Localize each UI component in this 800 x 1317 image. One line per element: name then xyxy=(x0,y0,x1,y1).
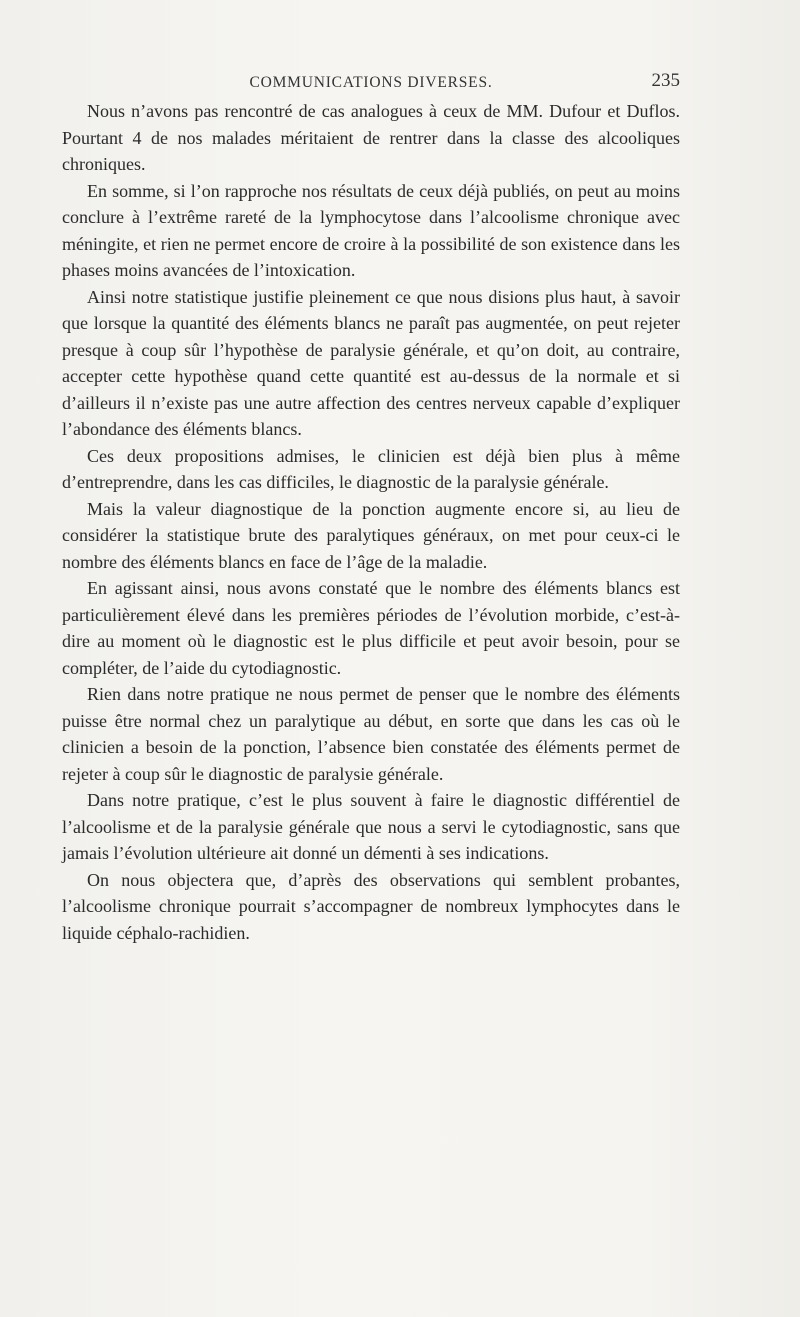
paragraph: Ainsi notre statistique justifie pleinement ce que nous disions plus haut, à savoir que lorsque la quantité des éléments blancs ne paraît pas augmentée, on peut rejeter presque à coup sûr l’hypothèse de paralysie générale, et qu’on doit, au contraire, accepter cette hypothèse quand cette quantité est au-dessus de la normale et si d’ailleurs il n’existe pas une autre affection des centres nerveux capable d’expliquer l’abondance des éléments blancs. xyxy=(62,286,680,439)
paragraph: On nous objectera que, d’après des observations qui semblent probantes, l’alcoolisme chronique pourrait s’accompagner de nombreux lymphocytes dans le liquide céphalo-rachidien. xyxy=(62,869,680,943)
paragraph: Rien dans notre pratique ne nous permet de penser que le nombre des éléments puisse être normal chez un paralytique au début, en sorte que dans les cas où le clinicien a besoin de la ponction, l’absence bien constatée des éléments permet de rejeter à coup sûr le diagnostic de paralysie générale. xyxy=(62,684,680,784)
paragraph: En somme, si l’on rapproche nos résultats de ceux déjà publiés, on peut au moins conclure à l’extrême rareté de la lymphocytose dans l’alcoolisme chronique avec méningite, et rien ne permet encore de croire à la possibilité de son existence dans les phases moins avancées de l’intoxication. xyxy=(62,180,680,280)
page-header xyxy=(62,70,680,98)
paragraph: En agissant ainsi, nous avons constaté que le nombre des éléments blancs est particulièrement élevé dans les premières périodes de l’évolution morbide, c’est-à-dire au moment où le diagnostic est le plus difficile et peut avoir besoin, pour se compléter, de l’aide du cytodiagnostic. xyxy=(62,578,680,678)
body-text xyxy=(62,98,680,946)
running-head: COMMUNICATIONS DIVERSES. xyxy=(249,74,493,91)
paragraph: Mais la valeur diagnostique de la ponction augmente encore si, au lieu de considérer la statistique brute des paralytiques généraux, on met pour ceux-ci le nombre des éléments blancs en face de l’âge de la maladie. xyxy=(62,498,680,572)
page-number: 235 xyxy=(651,70,680,91)
paragraph: Nous n’avons pas rencontré de cas analogues à ceux de MM. Dufour et Duflos. Pourtant 4 de nos malades méritaient de rentrer dans la classe des alcooliques chroniques. xyxy=(62,101,680,174)
paragraph: Dans notre pratique, c’est le plus souvent à faire le diagnostic différentiel de l’alcoolisme et de la paralysie générale que nous a servi le cytodiagnostic, sans que jamais l’évolution ultérieure ait donné un démenti à ses indications. xyxy=(62,790,680,863)
paragraph: Ces deux propositions admises, le clinicien est déjà bien plus à même d’entreprendre, dans les cas difficiles, le diagnostic de la paralysie générale. xyxy=(62,445,680,492)
